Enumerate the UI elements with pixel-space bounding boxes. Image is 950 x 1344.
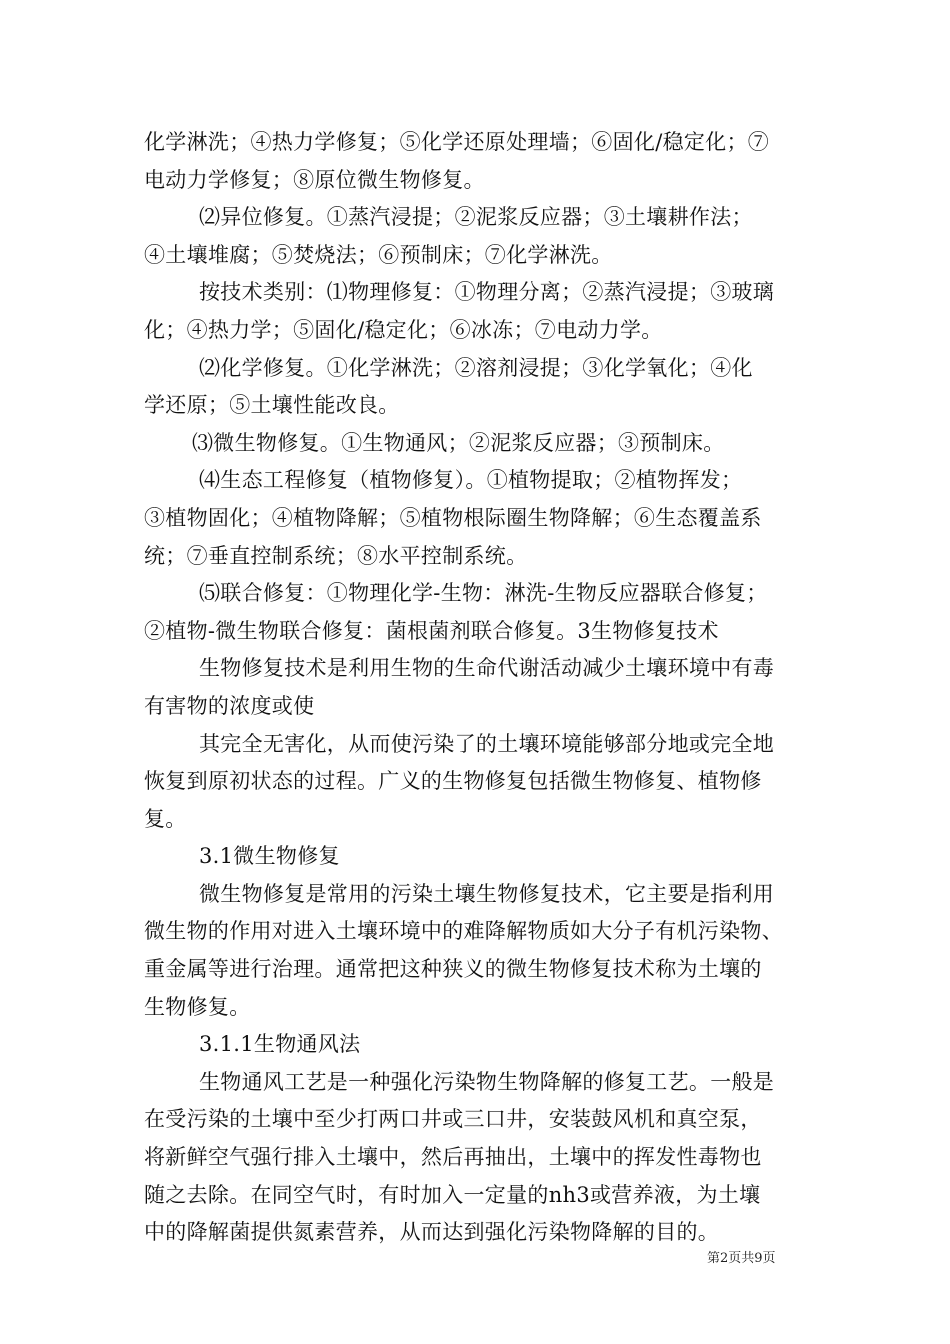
text-line: ②植物-微生物联合修复：菌根菌剂联合修复。3生物修复技术 bbox=[144, 618, 719, 643]
text-line: 生物通风工艺是一种强化污染物生物降解的修复工艺。一般是 bbox=[199, 1069, 775, 1094]
text-line: 学还原；⑤土壤性能改良。 bbox=[144, 393, 400, 418]
text-line: 电动力学修复；⑧原位微生物修复。 bbox=[144, 167, 485, 192]
text-line: 其完全无害化，从而使污染了的土壤环境能够部分地或完全地 bbox=[199, 731, 775, 756]
text-line: 生物修复技术是利用生物的生命代谢活动减少土壤环境中有毒 bbox=[199, 656, 775, 681]
text-line: 微生物修复是常用的污染土壤生物修复技术，它主要是指利用 bbox=[199, 881, 775, 906]
text-line: 生物修复。 bbox=[144, 994, 251, 1019]
text-line: 化学淋洗；④热力学修复；⑤化学还原处理墙；⑥固化/稳定化；⑦ bbox=[144, 130, 770, 154]
text-line: 恢复到原初状态的过程。广义的生物修复包括微生物修复、植物修 bbox=[144, 769, 762, 794]
text-line: 按技术类别：⑴物理修复：①物理分离；②蒸汽浸提；③玻璃 bbox=[199, 280, 775, 305]
text-line: ⑷生态工程修复（植物修复）。①植物提取；②植物挥发； bbox=[199, 468, 743, 493]
document-body bbox=[144, 124, 814, 1252]
text-line: 中的降解菌提供氮素营养，从而达到强化污染物降解的目的。 bbox=[144, 1220, 720, 1245]
text-line: 有害物的浓度或使 bbox=[144, 693, 315, 718]
text-line: ⑸联合修复：①物理化学-生物：淋洗-生物反应器联合修复； bbox=[199, 581, 768, 606]
text-line: ⑶微生物修复。①生物通风；②泥浆反应器；③预制床。 bbox=[192, 430, 725, 455]
text-line: 将新鲜空气强行排入土壤中，然后再抽出，土壤中的挥发性毒物也 bbox=[144, 1145, 762, 1170]
text-line: 复。 bbox=[144, 806, 187, 831]
text-line: 重金属等进行治理。通常把这种狭义的微生物修复技术称为土壤的 bbox=[144, 957, 762, 982]
text-line: ⑵异位修复。①蒸汽浸提；②泥浆反应器；③土壤耕作法； bbox=[199, 205, 753, 230]
text-line: ⑵化学修复。①化学淋洗；②溶剂浸提；③化学氧化；④化 bbox=[199, 355, 753, 380]
text-line: 3.1.1生物通风法 bbox=[199, 1032, 361, 1057]
text-line: 3.1微生物修复 bbox=[199, 844, 340, 869]
text-line: 微生物的作用对进入土壤环境中的难降解物质如大分子有机污染物、 bbox=[144, 919, 783, 944]
text-line: 随之去除。在同空气时，有时加入一定量的nh3或营养液，为土壤 bbox=[144, 1182, 761, 1207]
text-line: 统；⑦垂直控制系统；⑧水平控制系统。 bbox=[144, 543, 528, 568]
page-number: 第2页共9页 bbox=[707, 1251, 776, 1266]
text-line: 化；④热力学；⑤固化/稳定化；⑥冰冻；⑦电动力学。 bbox=[144, 317, 663, 342]
text-line: 在受污染的土壤中至少打两口井或三口井，安装鼓风机和真空泵， bbox=[144, 1107, 762, 1132]
text-line: ③植物固化；④植物降解；⑤植物根际圈生物降解；⑥生态覆盖系 bbox=[144, 505, 762, 530]
text-line: ④土壤堆腐；⑤焚烧法；⑥预制床；⑦化学淋洗。 bbox=[144, 242, 613, 267]
